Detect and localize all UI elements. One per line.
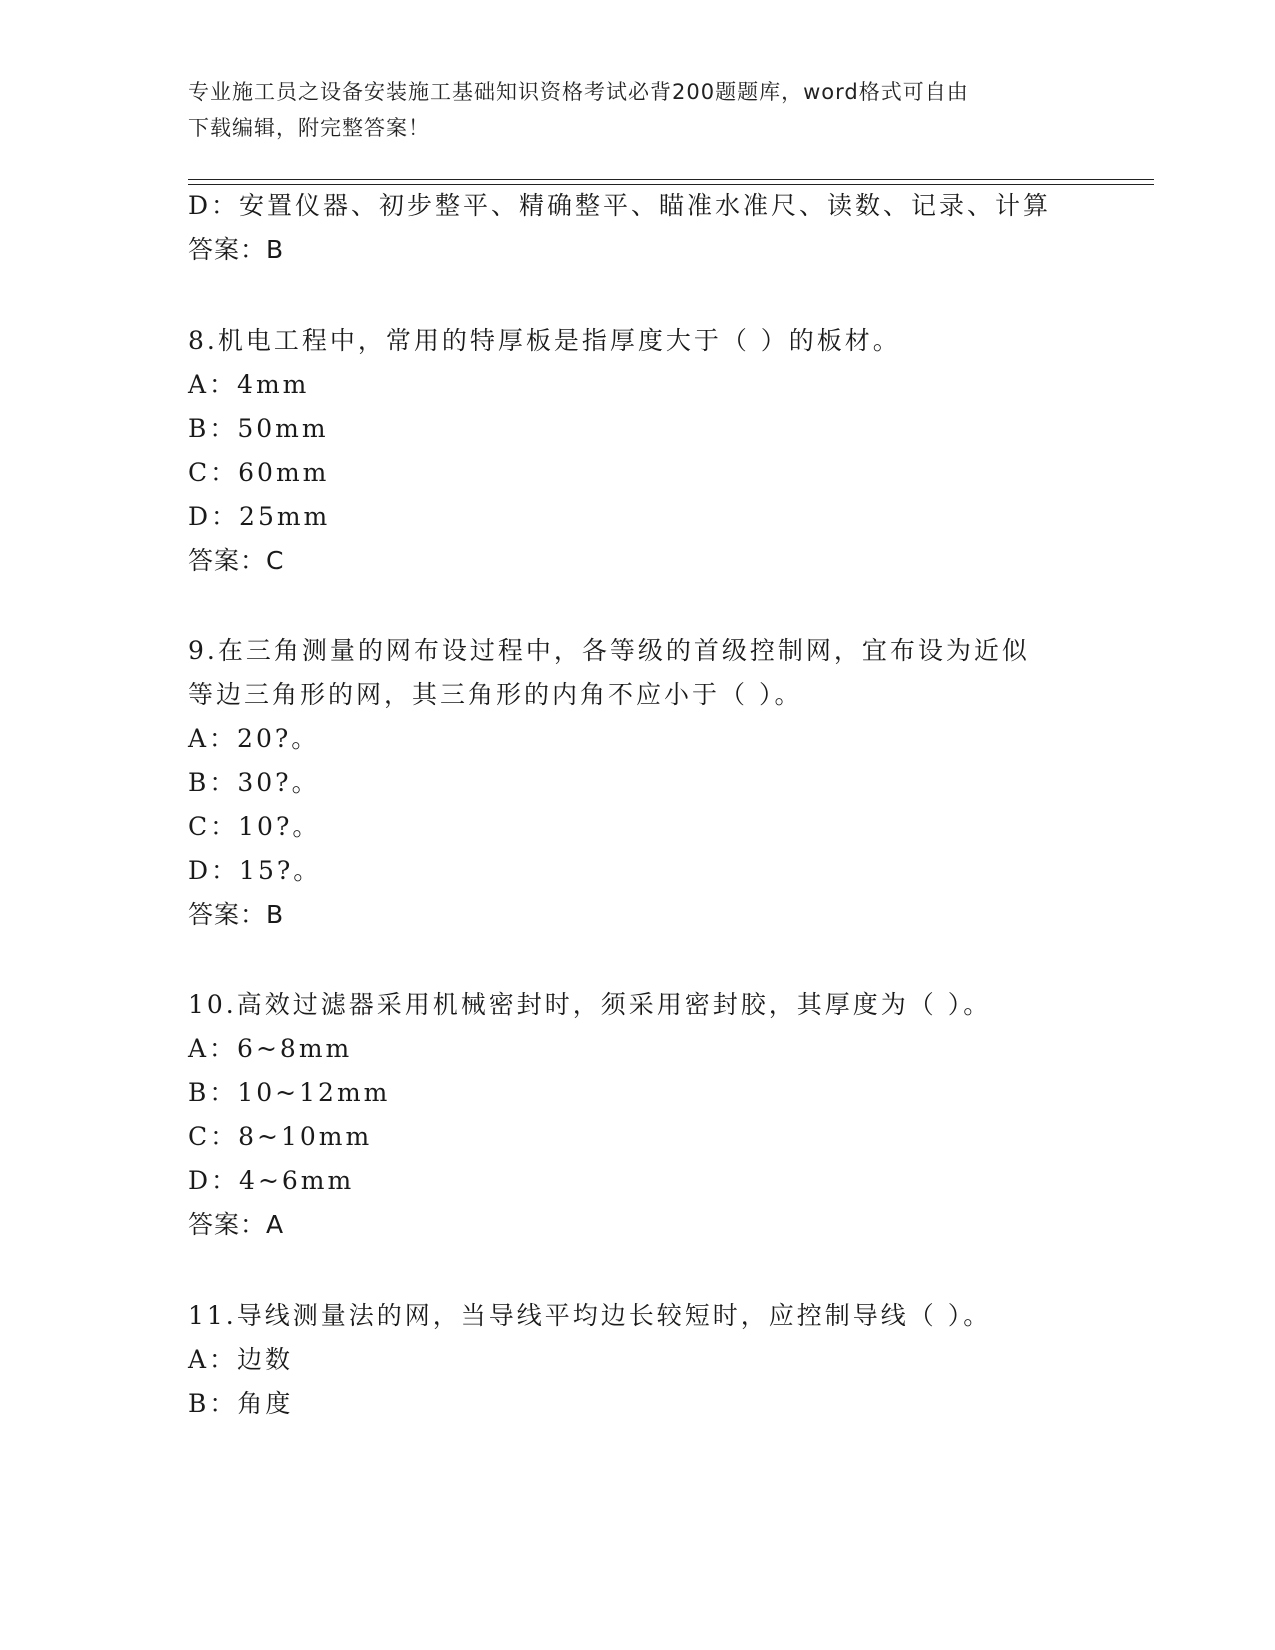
question-line: 8.机电工程中，常用的特厚板是指厚度大于（ ）的板材。 (188, 326, 901, 355)
answer-line: 答案：B (188, 235, 285, 264)
option-line: B：30?。 (188, 768, 320, 797)
option-line: A：6~8mm (188, 1034, 353, 1063)
option-line: A：20?。 (188, 724, 320, 753)
option-line: D：4~6mm (188, 1166, 355, 1195)
header-line-1: 专业施工员之设备安装施工基础知识资格考试必背200题题库，word格式可自由 (188, 80, 969, 104)
header-divider-bottom (188, 184, 1154, 185)
option-line: A：边数 (188, 1345, 294, 1374)
answer-line: 答案：B (188, 900, 285, 929)
option-line: C：60mm (188, 458, 330, 487)
option-line: B：10~12mm (188, 1078, 391, 1107)
question-line: 9.在三角测量的网布设过程中，各等级的首级控制网，宜布设为近似 (188, 636, 1030, 665)
document-header (188, 74, 1088, 146)
question-line: 等边三角形的网，其三角形的内角不应小于（ ）。 (188, 680, 803, 709)
option-line: A：4mm (188, 370, 310, 399)
option-line: B：50mm (188, 414, 329, 443)
option-line: D：25mm (188, 502, 331, 531)
question-line: 10.高效过滤器采用机械密封时，须采用密封胶，其厚度为（ ）。 (188, 990, 992, 1019)
option-line: D：15?。 (188, 856, 322, 885)
header-divider-top (188, 179, 1154, 180)
option-line: B：角度 (188, 1389, 294, 1418)
header-line-2: 下载编辑，附完整答案！ (188, 116, 430, 140)
answer-line: 答案：C (188, 546, 285, 575)
option-line: C：8~10mm (188, 1122, 373, 1151)
option-line: D：安置仪器、初步整平、精确整平、瞄准水准尺、读数、记录、计算 (188, 191, 1052, 220)
question-line: 11.导线测量法的网，当导线平均边长较短时，应控制导线（ ）。 (188, 1301, 992, 1330)
answer-line: 答案：A (188, 1210, 285, 1239)
option-line: C：10?。 (188, 812, 321, 841)
